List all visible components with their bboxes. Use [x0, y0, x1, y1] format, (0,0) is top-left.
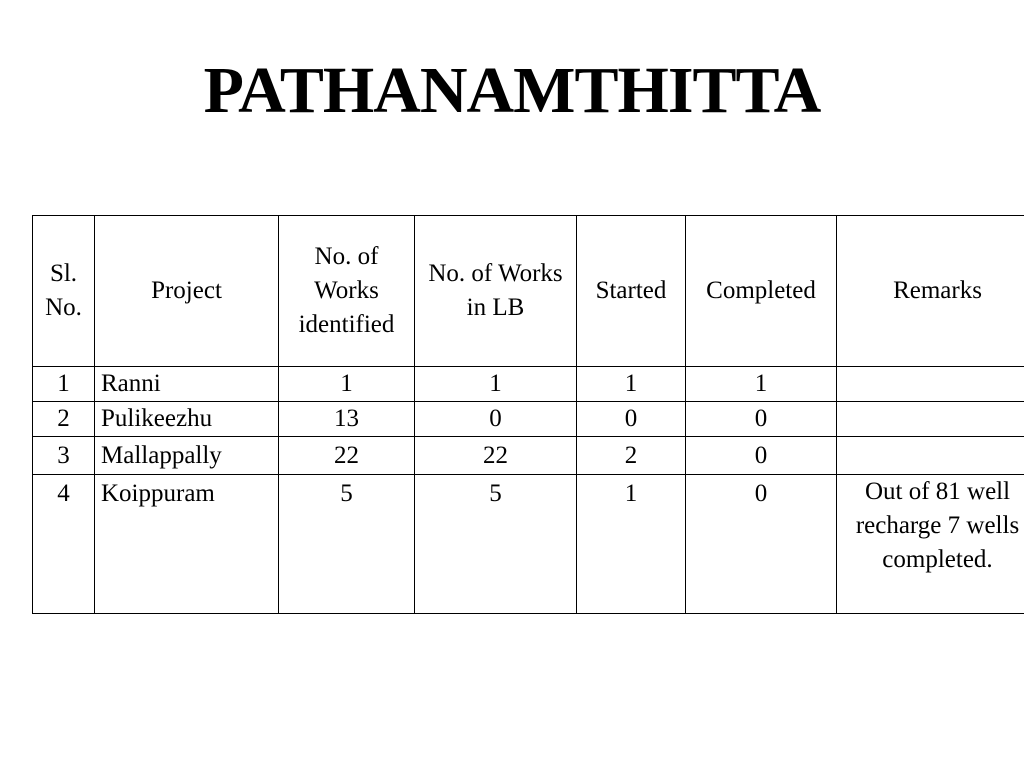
table-row	[33, 402, 1024, 437]
cell-works-in-lb: 5	[415, 475, 577, 614]
cell-started: 1	[577, 367, 686, 402]
cell-project: Mallappally	[95, 437, 279, 475]
cell-works-identified: 5	[279, 475, 415, 614]
header-started: Started	[577, 216, 686, 367]
cell-remarks	[837, 437, 1024, 475]
cell-sl-no: 2	[33, 402, 95, 437]
cell-remarks: Out of 81 well recharge 7 wells completed.	[837, 475, 1024, 614]
cell-started: 1	[577, 475, 686, 614]
header-remarks: Remarks	[837, 216, 1024, 367]
cell-started: 2	[577, 437, 686, 475]
cell-project: Pulikeezhu	[95, 402, 279, 437]
slide-title: PATHANAMTHITTA	[203, 54, 821, 127]
cell-sl-no: 1	[33, 367, 95, 402]
table-body	[33, 367, 1024, 614]
cell-completed: 0	[686, 475, 837, 614]
table-row	[33, 437, 1024, 475]
cell-works-in-lb: 1	[415, 367, 577, 402]
header-sl-no: Sl. No.	[33, 216, 95, 367]
cell-remarks	[837, 402, 1024, 437]
header-completed: Completed	[686, 216, 837, 367]
cell-sl-no: 3	[33, 437, 95, 475]
table-row	[33, 367, 1024, 402]
header-row	[33, 216, 1024, 367]
cell-works-identified: 13	[279, 402, 415, 437]
cell-sl-no: 4	[33, 475, 95, 614]
cell-project: Koippuram	[95, 475, 279, 614]
header-works-in-lb: No. of Works in LB	[415, 216, 577, 367]
header-project: Project	[95, 216, 279, 367]
cell-works-identified: 1	[279, 367, 415, 402]
cell-started: 0	[577, 402, 686, 437]
cell-project: Ranni	[95, 367, 279, 402]
cell-completed: 1	[686, 367, 837, 402]
cell-completed: 0	[686, 402, 837, 437]
header-works-identified: No. of Works identified	[279, 216, 415, 367]
cell-works-in-lb: 0	[415, 402, 577, 437]
cell-completed: 0	[686, 437, 837, 475]
cell-remarks	[837, 367, 1024, 402]
cell-works-in-lb: 22	[415, 437, 577, 475]
table-header	[33, 216, 1024, 367]
works-status-table	[32, 215, 1024, 614]
cell-works-identified: 22	[279, 437, 415, 475]
table-row	[33, 475, 1024, 614]
